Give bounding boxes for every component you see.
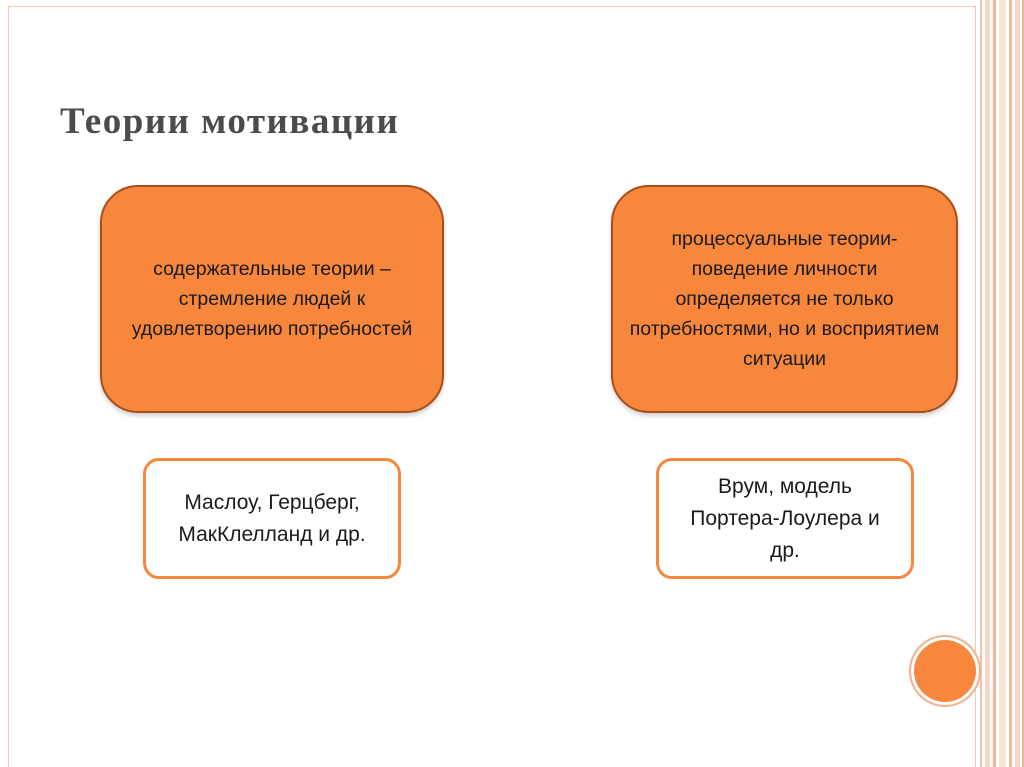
- content-authors-text: Маслоу, Герцберг, МакКлелланд и др.: [178, 490, 366, 546]
- process-authors-box: [656, 458, 914, 579]
- decorative-stripes: [976, 0, 1024, 767]
- process-authors-text: Врум, модель Портера-Лоулера и др.: [690, 474, 880, 562]
- slide-title: Теории мотивации: [60, 101, 400, 142]
- content-theories-box: [100, 185, 444, 413]
- content-authors-box: [143, 458, 401, 579]
- decorative-circle: [914, 640, 976, 702]
- process-theories-box: [611, 185, 958, 413]
- content-theories-text: содержательные теории – стремление людей к удовлетворению потребностей: [131, 258, 413, 340]
- process-theories-text: процессуальные теории- поведение личности определяется не только потребностями, но и восприятием ситуации: [629, 228, 940, 370]
